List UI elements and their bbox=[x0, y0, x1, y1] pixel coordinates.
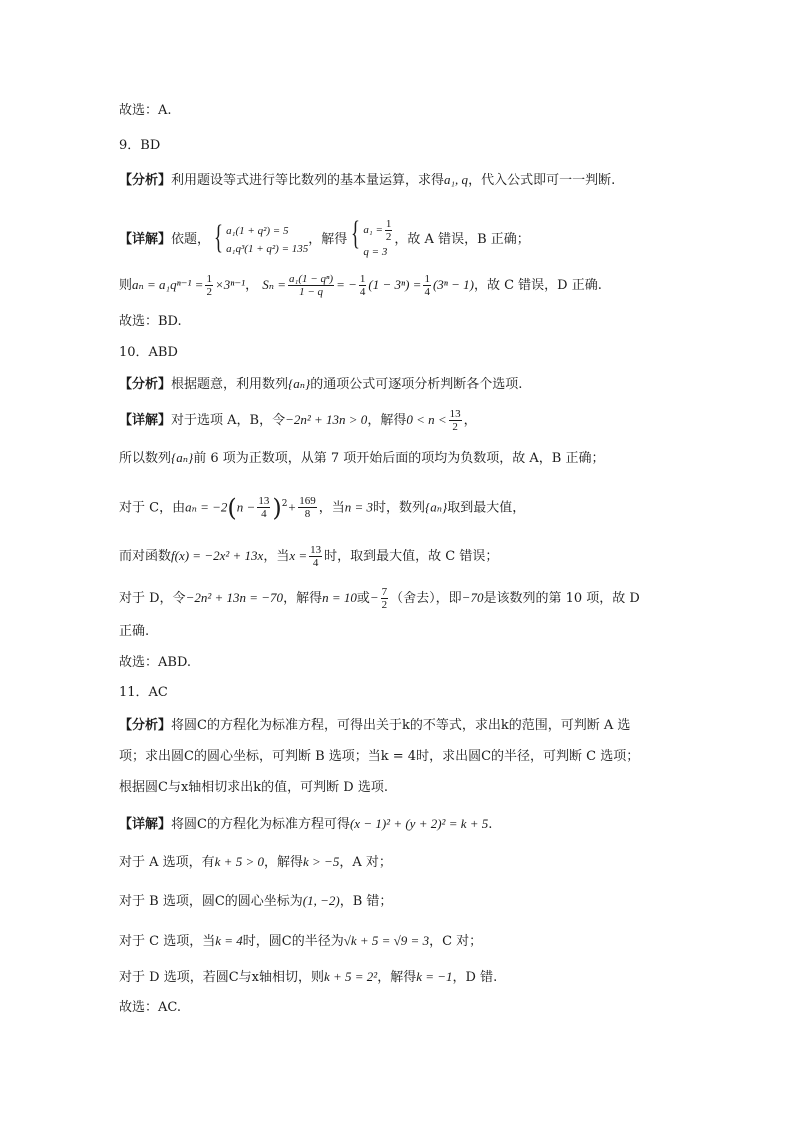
text: 或 bbox=[356, 591, 370, 606]
fraction bbox=[423, 273, 431, 298]
text-line: 对于 C，由aₙ = −2(n − $\frac{13}{4}$ )$^2$+ $\frac{169}{8}$ ，当n = 3时，数列{aₙ}取到最大值， bbox=[119, 493, 526, 522]
text: 依题， bbox=[171, 232, 211, 247]
denominator: 2 bbox=[385, 231, 392, 243]
answer-line: 故选：BD. bbox=[119, 314, 182, 329]
text-line bbox=[119, 852, 694, 873]
text: 对于 A 选项，有 bbox=[119, 855, 215, 870]
text: 所以数列 bbox=[119, 451, 172, 466]
numerator: 7 bbox=[381, 586, 388, 598]
text: 时，取到最大值，故 C 错误； bbox=[324, 549, 499, 564]
detail-line bbox=[119, 408, 694, 433]
text: 是该数列的第 10 项，故 D bbox=[483, 591, 640, 606]
answer-line: 故选：A. bbox=[119, 103, 172, 118]
text: 对于 B 选项，圆C的圆心坐标为 bbox=[119, 894, 303, 909]
text: 对于 C，由 bbox=[119, 500, 186, 516]
text-line: 根据圆C与x轴相切求出k的值，可判断 D 选项. bbox=[119, 780, 388, 795]
text: . bbox=[488, 817, 493, 832]
question-number: 10．ABD bbox=[119, 345, 178, 360]
math: k + 5 > 0 bbox=[214, 854, 264, 869]
math: Sₙ = bbox=[262, 277, 287, 292]
fraction bbox=[381, 586, 389, 611]
text: ，C 对； bbox=[429, 934, 483, 949]
detail-line bbox=[119, 215, 694, 261]
text: 而对函数 bbox=[119, 549, 172, 564]
math: k = 4 bbox=[215, 933, 243, 948]
denominator: 4 bbox=[424, 286, 430, 298]
math: + bbox=[287, 499, 297, 515]
denominator: 4 bbox=[359, 286, 366, 298]
solution-system bbox=[351, 215, 394, 261]
numerator: 1 bbox=[206, 273, 212, 285]
math: 0 < n < bbox=[406, 412, 447, 427]
denominator: 4 bbox=[309, 556, 322, 569]
text-line: 项；求出圆C的圆心坐标，可判断 B 选项；当k = 4时，求出圆C的半径，可判断 C 选项； bbox=[119, 749, 640, 764]
fraction bbox=[298, 495, 317, 520]
text-line bbox=[119, 891, 694, 912]
math: k > −5 bbox=[303, 854, 340, 869]
text: ，解得 bbox=[308, 232, 348, 247]
detail-tag: 【详解】 bbox=[119, 817, 172, 832]
math: a₁, q bbox=[444, 172, 469, 187]
math: n = 3 bbox=[344, 499, 374, 515]
math: −2n² + 13n > 0 bbox=[285, 412, 368, 427]
denominator: 8 bbox=[298, 507, 317, 520]
text: 对于 D，令 bbox=[119, 591, 186, 606]
text: 时，数列 bbox=[373, 500, 426, 516]
text: 对于选项 A，B，令 bbox=[171, 413, 286, 428]
analysis-line bbox=[119, 716, 694, 736]
text-line: 正确. bbox=[119, 624, 150, 639]
paren: ( bbox=[227, 493, 237, 522]
paren: ) bbox=[272, 493, 282, 522]
text: 时，圆C的半径为 bbox=[242, 934, 344, 949]
math: k + 5 = 2² bbox=[323, 969, 378, 984]
text: 利用题设等式进行等比数列的基本量运算，求得 bbox=[171, 173, 445, 188]
fraction bbox=[205, 273, 213, 298]
text-line bbox=[119, 931, 694, 952]
text-line bbox=[119, 544, 694, 569]
fraction bbox=[309, 544, 322, 569]
math: (3ⁿ − 1) bbox=[432, 277, 474, 292]
fraction bbox=[257, 495, 270, 520]
text: ，当 bbox=[318, 500, 345, 516]
math: ×3ⁿ⁻¹ bbox=[214, 277, 246, 292]
text: 取到最大值， bbox=[447, 500, 526, 516]
denominator: 4 bbox=[257, 507, 270, 520]
text: ，解得 bbox=[283, 591, 323, 606]
numerator: 13 bbox=[449, 408, 461, 420]
math: (1, −2) bbox=[302, 893, 340, 908]
text: ，解得 bbox=[367, 413, 407, 428]
analysis-line bbox=[119, 170, 694, 191]
equation: a₁(1 + q²) = 5 bbox=[226, 224, 289, 237]
math: a₁ = bbox=[363, 224, 383, 237]
equation bbox=[363, 218, 394, 243]
math: = − bbox=[336, 277, 357, 292]
math: aₙ = a₁qⁿ⁻¹ = bbox=[132, 277, 204, 292]
math: aₙ = −2 bbox=[185, 499, 228, 515]
numerator: 169 bbox=[299, 495, 316, 508]
text: ，故 A 错误，B 正确； bbox=[394, 232, 530, 247]
text: 根据题意，利用数列 bbox=[171, 377, 289, 392]
fraction bbox=[359, 273, 367, 298]
analysis-line bbox=[119, 374, 694, 395]
text: ，故 C 错误，D 正确. bbox=[473, 278, 602, 293]
text: ，B 错； bbox=[339, 894, 393, 909]
text: ，解得 bbox=[263, 855, 303, 870]
math: {aₙ} bbox=[288, 376, 311, 391]
question-number: 9．BD bbox=[119, 138, 161, 153]
math: −70 bbox=[461, 590, 484, 605]
denominator: 2 bbox=[381, 599, 388, 611]
brace: { bbox=[214, 218, 224, 256]
text: ，A 对； bbox=[339, 855, 392, 870]
fraction bbox=[385, 218, 393, 243]
math: x = bbox=[289, 548, 308, 563]
text: ，D 错. bbox=[452, 970, 498, 985]
text: ，解得 bbox=[377, 970, 417, 985]
math: {aₙ} bbox=[425, 499, 448, 515]
text: ， bbox=[463, 413, 477, 428]
equation: q = 3 bbox=[363, 246, 388, 258]
equation-system bbox=[214, 218, 309, 258]
math: {aₙ} bbox=[171, 450, 194, 465]
detail-tag: 【详解】 bbox=[119, 232, 172, 247]
math: k = −1 bbox=[416, 969, 453, 984]
numerator: 1 bbox=[359, 273, 366, 285]
text: （舍去），即 bbox=[390, 591, 462, 606]
numerator: 13 bbox=[310, 544, 322, 556]
answer-line: 故选：AC. bbox=[119, 1000, 182, 1015]
math: n = 10 bbox=[322, 590, 357, 605]
detail-tag: 【详解】 bbox=[119, 413, 172, 428]
denominator: 2 bbox=[449, 420, 462, 433]
numerator: 1 bbox=[385, 218, 392, 230]
question-number: 11．AC bbox=[119, 685, 168, 700]
text-line bbox=[119, 967, 694, 988]
fraction bbox=[288, 273, 334, 298]
math: −2n² + 13n = −70 bbox=[185, 590, 284, 605]
text: 将圆C的方程化为标准方程可得 bbox=[171, 817, 350, 832]
math: n − bbox=[236, 499, 256, 515]
text: ，代入公式即可一一判断. bbox=[468, 173, 616, 188]
numerator: 1 bbox=[424, 273, 430, 285]
equation: a₁q³(1 + q²) = 135 bbox=[226, 242, 309, 255]
text-line bbox=[119, 448, 694, 469]
text: 对于 C 选项，当 bbox=[119, 934, 216, 949]
text: ，当 bbox=[263, 549, 290, 564]
detail-line bbox=[119, 814, 694, 835]
text: 的通项公式可逐项分析判断各个选项. bbox=[310, 377, 523, 392]
formula-line: 则aₙ = a₁qⁿ⁻¹ = $\frac{1}{2}$ ×3ⁿ⁻¹， Sₙ = $\frac{\text{a₁(1 − qⁿ)}}{1 - q}$ = − $\frac{1}{4}$ (1 − 3ⁿ) = $\frac{1}{4}$ (3ⁿ − 1)，故 C 错误，D 正确. bbox=[119, 273, 602, 298]
math: − bbox=[369, 590, 379, 605]
math: f(x) = −2x² + 13x bbox=[171, 548, 264, 563]
math: √k + 5 = √9 = 3 bbox=[343, 933, 430, 948]
analysis-tag: 【分析】 bbox=[119, 718, 172, 733]
fraction bbox=[449, 408, 462, 433]
math: (x − 1)² + (y + 2)² = k + 5 bbox=[349, 816, 489, 831]
numerator: 13 bbox=[258, 495, 270, 508]
denominator: 2 bbox=[206, 286, 212, 298]
math: (1 − 3ⁿ) = bbox=[368, 277, 422, 292]
text-line bbox=[119, 586, 694, 611]
text: 将圆C的方程化为标准方程，可得出关于k的不等式，求出k的范围，可判断 A 选 bbox=[171, 718, 631, 733]
analysis-tag: 【分析】 bbox=[119, 377, 172, 392]
answer-line: 故选：ABD. bbox=[119, 655, 192, 670]
denominator: 1 − q bbox=[288, 285, 334, 298]
numerator: a₁(1 − qⁿ) bbox=[289, 273, 334, 285]
brace: { bbox=[351, 215, 361, 252]
analysis-tag: 【分析】 bbox=[119, 173, 172, 188]
text: 对于 D 选项，若圆C与x轴相切，则 bbox=[119, 970, 324, 985]
text: 则 bbox=[119, 278, 133, 293]
text: 前 6 项为正数项，从第 7 项开始后面的项均为负数项，故 A，B 正确； bbox=[193, 451, 605, 466]
